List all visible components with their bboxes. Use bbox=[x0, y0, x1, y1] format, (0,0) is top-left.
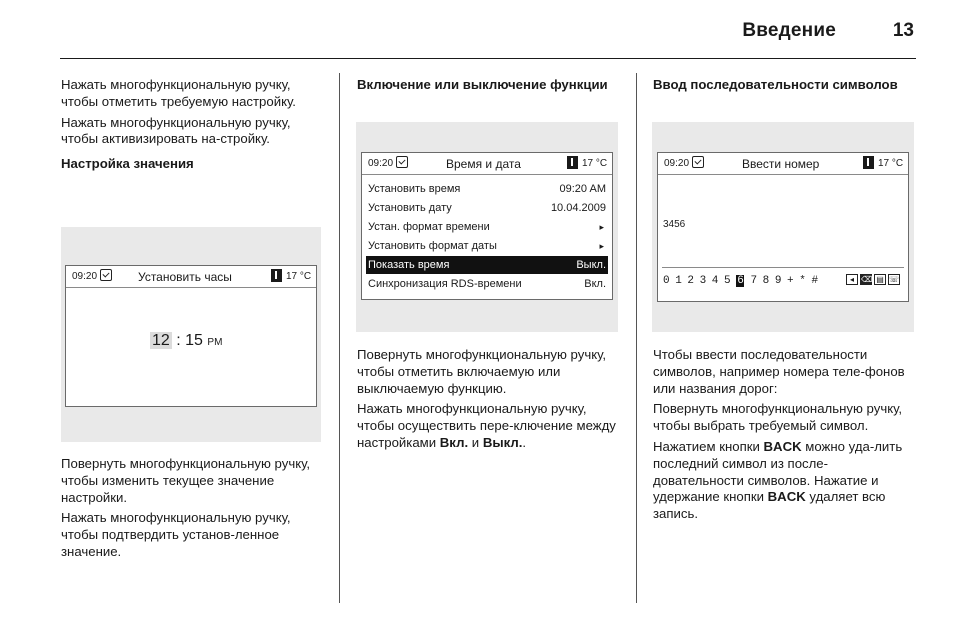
column-3 bbox=[653, 77, 917, 94]
char-list: 7 8 9 + * # bbox=[750, 275, 818, 287]
column-3-bottom bbox=[653, 347, 917, 527]
display-illustration bbox=[61, 227, 321, 442]
column-divider bbox=[339, 73, 340, 603]
temperature: 17 °C bbox=[582, 158, 608, 169]
paragraph bbox=[653, 439, 917, 523]
column-divider bbox=[636, 73, 637, 603]
menu-row[interactable] bbox=[366, 237, 608, 255]
status-bar bbox=[362, 153, 612, 175]
chevron-right-icon: ▸ bbox=[599, 222, 604, 232]
status-bar bbox=[658, 153, 908, 175]
header-rule bbox=[60, 58, 916, 59]
entered-number: 3456 bbox=[663, 219, 686, 230]
paragraph: Повернуть многофункциональную ручку, чтобы выбрать требуемый символ. bbox=[653, 401, 903, 434]
menu-row-value: 10.04.2009 bbox=[550, 202, 606, 214]
chevron-right-icon: ▸ bbox=[599, 241, 604, 251]
menu-row-value: Вкл. bbox=[584, 278, 606, 290]
divider bbox=[662, 267, 904, 268]
phone-icon[interactable]: ☏ bbox=[889, 275, 900, 284]
temperature: 17 °C bbox=[878, 158, 904, 169]
subheading: Ввод последовательности символов bbox=[653, 77, 898, 92]
text-run: . bbox=[522, 434, 527, 450]
character-selector[interactable] bbox=[663, 275, 818, 287]
display-illustration bbox=[356, 122, 618, 332]
hour-field: 12 bbox=[152, 332, 170, 349]
text-run: Нажать многофункциональную ручку, чтобы осуществить пере-ключение между настройками bbox=[357, 401, 616, 450]
menu-row-label: Установить формат даты bbox=[368, 240, 497, 252]
bold-term: BACK bbox=[767, 489, 806, 505]
time-setter bbox=[150, 331, 222, 353]
action-icons bbox=[846, 274, 900, 285]
text-run: можно уда-лить последний символ из после-довательности символов. Нажатие и удержание кнопки bbox=[653, 438, 903, 505]
paragraph bbox=[357, 401, 619, 451]
time-separator: : bbox=[176, 332, 181, 349]
menu-row-selected[interactable] bbox=[366, 256, 608, 274]
clock-icon bbox=[692, 156, 704, 168]
thermometer-icon bbox=[567, 156, 578, 169]
paragraph: Нажать многофункциональную ручку, чтобы подтвердить установ-ленное значение. bbox=[61, 510, 291, 559]
am-pm: PM bbox=[207, 337, 223, 348]
page-number: 13 bbox=[892, 20, 914, 41]
subheading: Включение или выключение функции bbox=[357, 77, 608, 92]
menu-row-label: Установить дату bbox=[368, 202, 452, 214]
menu-row[interactable] bbox=[366, 180, 608, 198]
column-1 bbox=[61, 77, 323, 173]
paragraph: Чтобы ввести последовательности символов, например номера теле-фонов или названия дорог: bbox=[653, 347, 905, 396]
bold-term: Вкл. bbox=[439, 434, 469, 450]
minute-field: 15 bbox=[185, 332, 203, 349]
menu-row-value: 09:20 AM bbox=[559, 183, 606, 195]
char-list: 0 1 2 3 4 5 bbox=[663, 275, 731, 287]
thermometer-icon bbox=[863, 156, 874, 169]
menu-row[interactable] bbox=[366, 199, 608, 217]
text-run: Нажатием кнопки bbox=[653, 438, 764, 454]
paragraph: Повернуть многофункциональную ручку, чтобы отметить включаемую или выключаемую функцию. bbox=[357, 347, 607, 396]
clock-icon bbox=[100, 269, 112, 281]
display-screen bbox=[657, 152, 909, 302]
paragraph: Нажать многофункциональную ручку, чтобы активизировать на-стройку. bbox=[61, 114, 291, 147]
display-screen bbox=[65, 265, 317, 407]
menu-row[interactable] bbox=[366, 218, 608, 236]
screen-title: Время и дата bbox=[446, 157, 521, 171]
menu-row-label: Устан. формат времени bbox=[368, 221, 490, 233]
menu-row-value: Выкл. bbox=[576, 259, 606, 271]
screen-title: Ввести номер bbox=[742, 157, 820, 171]
bold-term: BACK bbox=[763, 438, 802, 454]
paragraph: Нажать многофункциональную ручку, чтобы отметить требуемую настройку. bbox=[61, 77, 296, 109]
column-2-bottom bbox=[357, 347, 619, 456]
speaker-icon[interactable]: ◂ bbox=[846, 274, 858, 285]
clock-icon bbox=[396, 156, 408, 168]
text-run: удаляет всю запись. bbox=[653, 489, 886, 522]
menu-row-label: Синхронизация RDS-времени bbox=[368, 278, 522, 290]
char-selected[interactable]: 6 bbox=[737, 275, 744, 287]
clock-time: 09:20 bbox=[72, 271, 98, 282]
column-1-bottom bbox=[61, 456, 323, 565]
menu-row-label: Установить время bbox=[368, 183, 461, 195]
thermometer-icon bbox=[271, 269, 282, 282]
bold-term: Выкл. bbox=[482, 434, 523, 450]
paragraph: Повернуть многофункциональную ручку, чтобы изменить текущее значение настройки. bbox=[61, 456, 311, 505]
display-illustration bbox=[652, 122, 914, 332]
backspace-icon[interactable]: ⌫ bbox=[861, 275, 873, 284]
clock-time: 09:20 bbox=[368, 158, 394, 169]
menu-row-label: Показать время bbox=[368, 259, 450, 271]
menu-row[interactable] bbox=[366, 275, 608, 293]
clock-time: 09:20 bbox=[664, 158, 690, 169]
subheading: Настройка значения bbox=[61, 156, 194, 172]
display-screen bbox=[361, 152, 613, 300]
status-bar bbox=[66, 266, 316, 288]
section-title: Введение bbox=[742, 20, 836, 41]
text-run: и bbox=[468, 434, 483, 450]
contacts-icon[interactable]: ▤ bbox=[874, 274, 886, 285]
column-2 bbox=[357, 77, 619, 94]
screen-title: Установить часы bbox=[138, 270, 232, 284]
temperature: 17 °C bbox=[286, 271, 312, 282]
